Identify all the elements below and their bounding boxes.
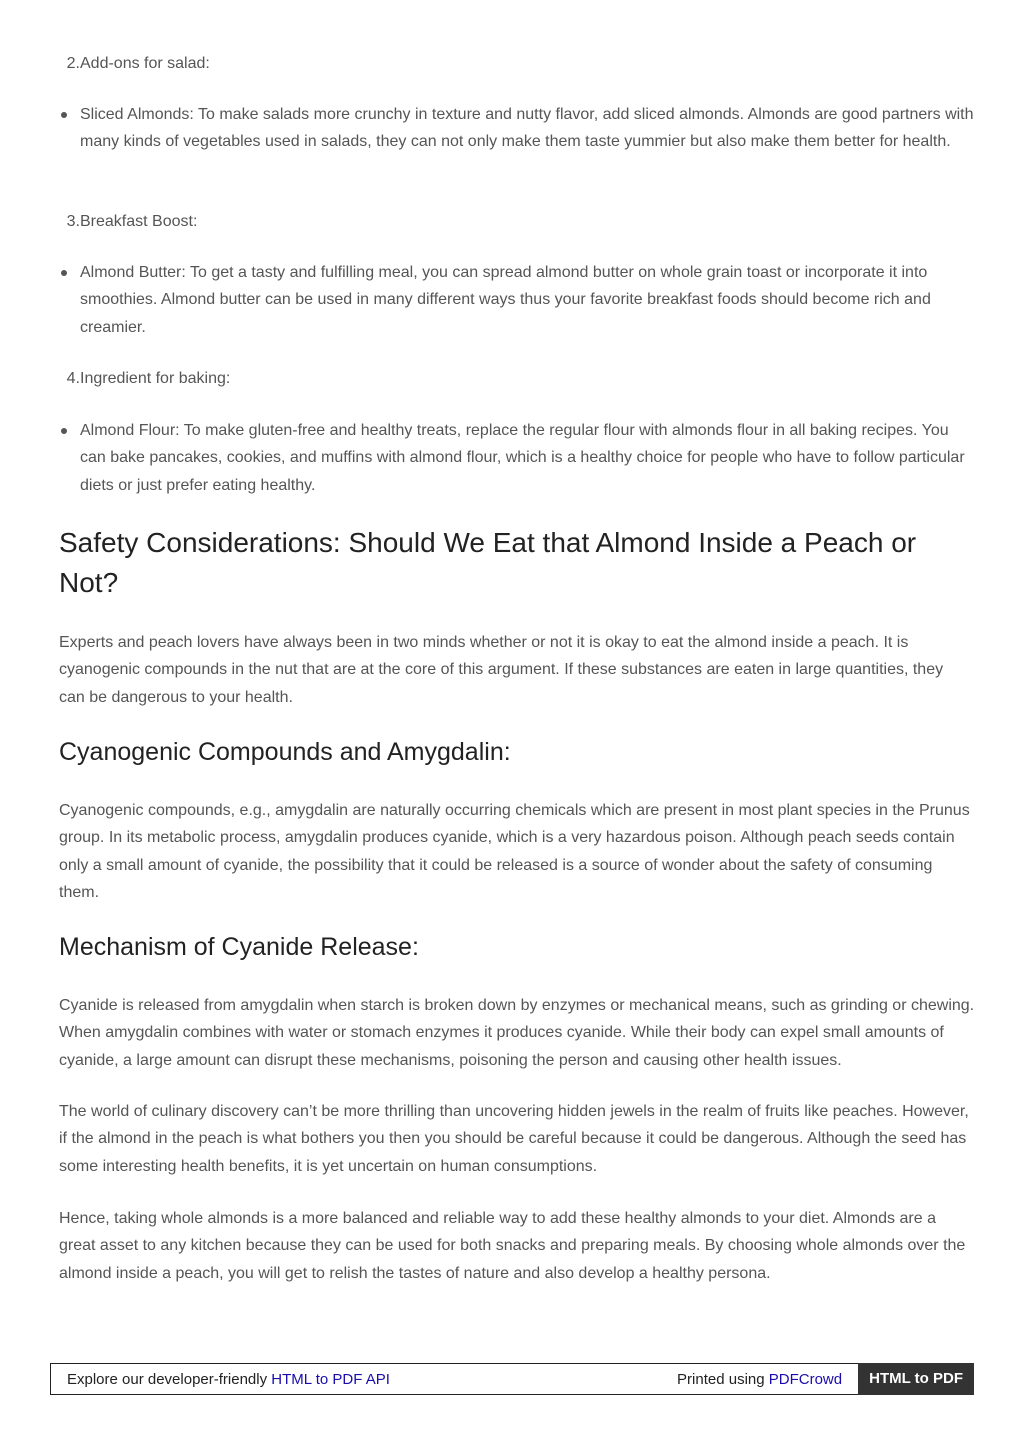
footer-printed [677, 1371, 858, 1388]
html-to-pdf-badge[interactable]: HTML to PDF [858, 1363, 974, 1395]
list-item-label: Add-ons for salad: [80, 55, 210, 72]
mechanism-heading: Mechanism of Cyanide Release: [59, 933, 419, 961]
bullet-almond-butter [59, 259, 975, 341]
bullet-term: Almond Butter: [80, 264, 190, 281]
footer-explore [51, 1371, 677, 1388]
bullet-text: To make salads more crunchy in texture and nutty flavor, add sliced almonds. Almonds are good partners with many kinds of vegetables used in salads, they can not only make them taste yummier but also make them better for health. [80, 106, 974, 151]
numbered-item-3 [59, 208, 197, 235]
numbered-item-4 [59, 365, 230, 392]
bullet-text: To get a tasty and fulfilling meal, you can spread almond butter on whole grain toast or incorporate it into smoothies. Almond butter can be used in many different ways thus your favorite breakfast foods should become rich and creamier. [80, 264, 931, 336]
footer-explore-text: Explore our developer-friendly [67, 1370, 272, 1388]
html-to-pdf-api-link[interactable]: HTML to PDF API [271, 1370, 390, 1388]
bullet-term: Almond Flour: [80, 422, 184, 439]
cyanogenic-paragraph: Cyanogenic compounds, e.g., amygdalin are naturally occurring chemicals which are present in most plant species in the Prunus group. In its metabolic process, amygdalin produces cyanide, which is a very hazardous poison. Although peach seeds contain only a small amount of cyanide, the possibility that it could be released is a source of wonder about the safety of consuming them. [59, 802, 970, 901]
list-item-label: Breakfast Boost: [80, 213, 198, 230]
bullet-dot [61, 270, 67, 276]
bullet-dot [61, 112, 67, 118]
safety-heading: Safety Considerations: Should We Eat that Almond Inside a Peach or Not? [59, 527, 917, 598]
list-number: 2. [66, 55, 80, 72]
cyanogenic-heading: Cyanogenic Compounds and Amygdalin: [59, 738, 511, 766]
list-item-label: Ingredient for baking: [80, 370, 231, 387]
mechanism-paragraph-2: The world of culinary discovery can’t be more thrilling than uncovering hidden jewels in the realm of fruits like peaches. However, if the almond in the peach is what bothers you then you should be careful because it could be dangerous. Although the seed has some interesting health benefits, it is yet uncertain on human consumptions. [59, 1103, 969, 1175]
footer-printed-text: Printed using [677, 1370, 769, 1388]
bullet-text: To make gluten-free and healthy treats, replace the regular flour with almonds flour in all baking recipes. You can bake pancakes, cookies, and muffins with almond flour, which is a healthy choice for people who have to follow particular diets or just prefer eating healthy. [80, 422, 965, 494]
numbered-item-2 [59, 50, 210, 77]
bullet-term: Sliced Almonds: [80, 106, 198, 123]
bullet-sliced-almonds [59, 101, 975, 156]
safety-paragraph: Experts and peach lovers have always been in two minds whether or not it is okay to eat the almond inside a peach. It is cyanogenic compounds in the nut that are at the core of this argument. If these substances are eaten in large quantities, they can be dangerous to your health. [59, 634, 944, 706]
bullet-almond-flour [59, 417, 975, 499]
mechanism-paragraph-1: Cyanide is released from amygdalin when starch is broken down by enzymes or mechanical means, such as grinding or chewing. When amygdalin combines with water or stomach enzymes it produces cyanide. While their body can expel small amounts of cyanide, a large amount can disrupt these mechanisms, poisoning the person and causing other health issues. [59, 997, 975, 1069]
bullet-dot [61, 428, 67, 434]
list-number: 3. [66, 213, 80, 230]
pdfcrowd-link[interactable]: PDFCrowd [768, 1370, 843, 1388]
list-number: 4. [66, 370, 80, 387]
pdf-footer-bar [50, 1363, 974, 1395]
mechanism-paragraph-3: Hence, taking whole almonds is a more balanced and reliable way to add these healthy almonds to your diet. Almonds are a great asset to any kitchen because they can be used for both snacks and preparing meals. By choosing whole almonds over the almond inside a peach, you will get to relish the tastes of nature and also develop a healthy persona. [59, 1210, 966, 1282]
